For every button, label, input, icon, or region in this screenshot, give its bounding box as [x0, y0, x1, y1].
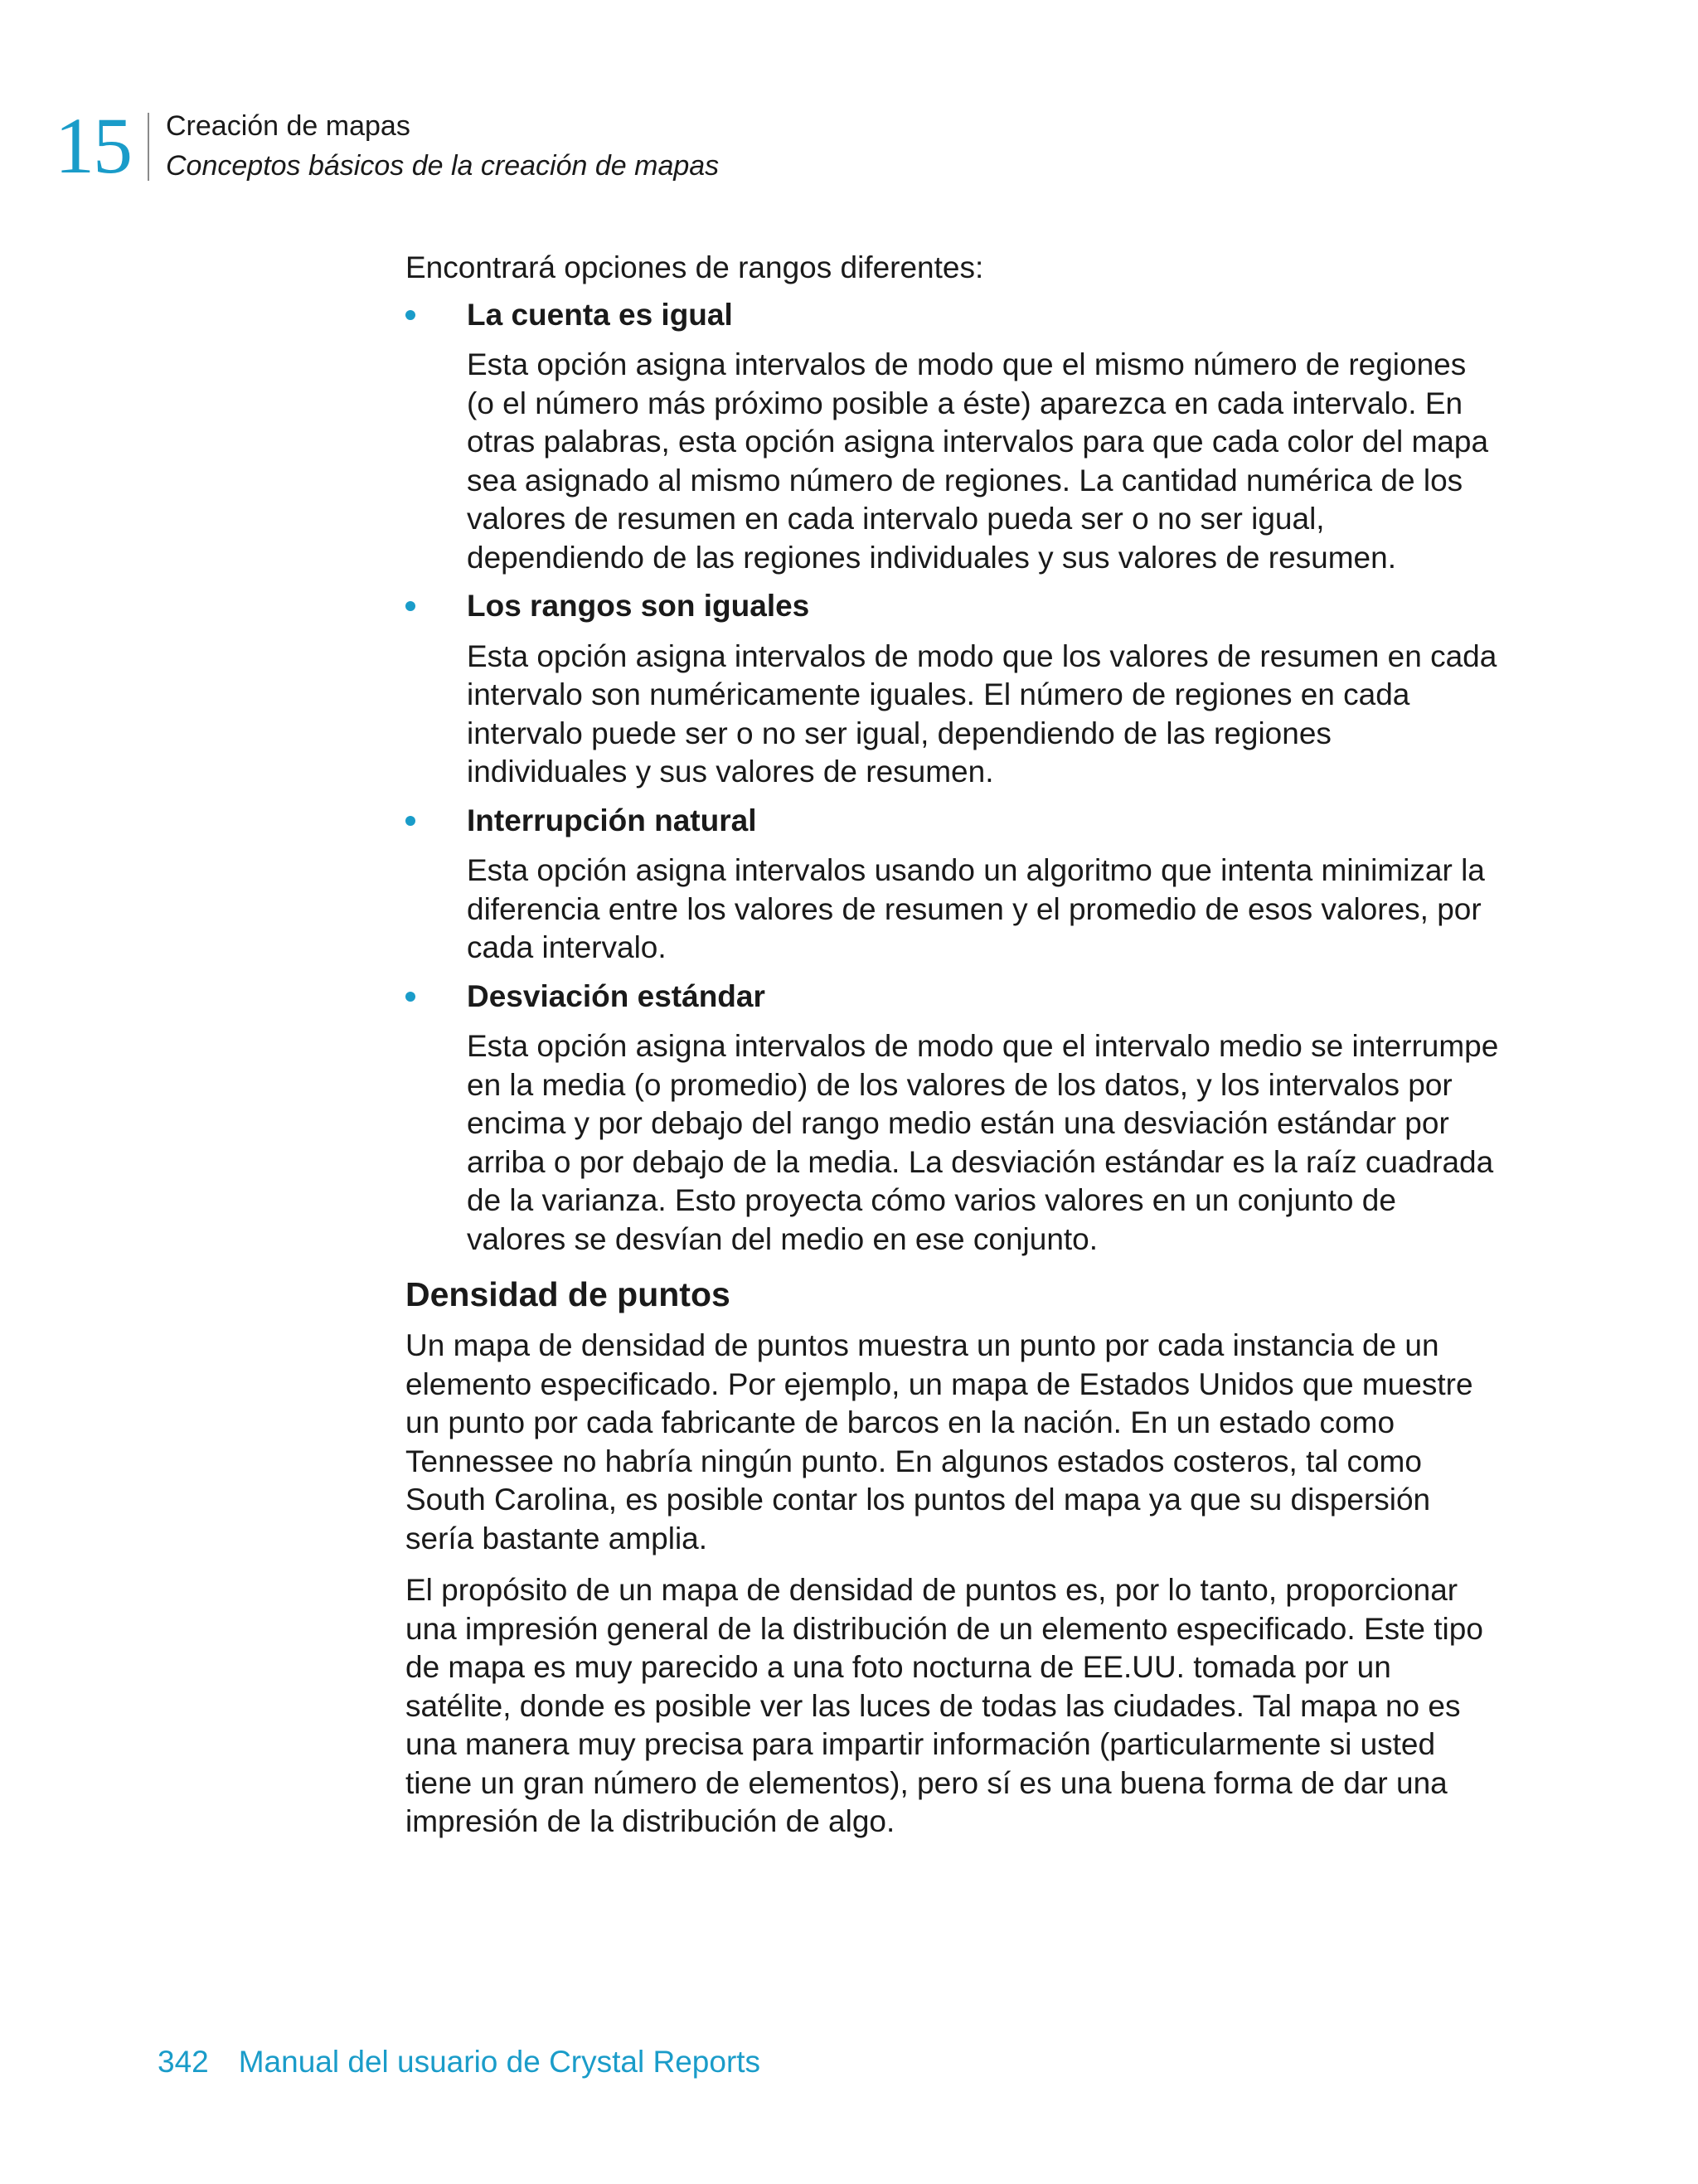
option-title: Interrupción natural — [467, 803, 757, 837]
bullet-icon — [405, 310, 415, 320]
header-divider — [148, 113, 149, 181]
body-paragraph: Un mapa de densidad de puntos muestra un punto por cada instancia de un elemento especificado. Por ejemplo, un mapa de Estados Unidos que muestre un punto por cada fabricante de barcos en la nación. En un estado como Tennessee no habría ningún punto. En algunos estados costeros, tal como South Carolina, es posible contar los puntos del mapa ya que su dispersión sería bastante amplia. — [405, 1328, 1473, 1555]
page-content — [405, 249, 1500, 1855]
body-paragraph: El propósito de un mapa de densidad de puntos es, por lo tanto, proporcionar una impresión general de la distribución de un elemento especificado. Este tipo de mapa es muy parecido a una foto nocturna de EE.UU. tomada por un satélite, donde es posible ver las luces de todas las ciudades. Tal mapa no es una manera muy precisa para impartir información (particularmente si usted tiene un gran número de elementos), pero sí es una buena forma de dar una impresión de la distribución de algo. — [405, 1573, 1483, 1838]
chapter-number: 15 — [55, 101, 131, 190]
bullet-icon — [405, 816, 415, 826]
page-footer — [158, 2043, 760, 2081]
book-title: Manual del usuario de Crystal Reports — [238, 2045, 761, 2079]
intro-text: Encontrará opciones de rangos diferentes: — [405, 250, 984, 284]
section-title: Conceptos básicos de la creación de mapas — [166, 150, 720, 182]
option-description: Esta opción asigna intervalos usando un algoritmo que intenta minimizar la diferencia entre los valores de resumen y el promedio de esos valores, por cada intervalo. — [467, 853, 1485, 964]
option-title: Desviación estándar — [467, 978, 765, 1013]
list-item — [405, 978, 1500, 1259]
option-description: Esta opción asigna intervalos de modo que los valores de resumen en cada intervalo son numéricamente iguales. El número de regiones en cada intervalo puede ser o no ser igual, dependiendo de las regiones individuales y sus valores de resumen. — [467, 638, 1497, 789]
range-options-list — [405, 296, 1500, 1259]
chapter-title: Creación de mapas — [166, 110, 410, 142]
bullet-icon — [405, 992, 415, 1002]
option-description: Esta opción asigna intervalos de modo que el mismo número de regiones (o el número más próximo posible a éste) aparezca en cada intervalo. En otras palabras, esta opción asigna intervalos para que cada color del mapa sea asignado al mismo número de regiones. La cantidad numérica de los valores de resumen en cada intervalo pueda ser o no ser igual, dependiendo de las regiones individuales y sus valores de resumen. — [467, 347, 1489, 575]
subsection-heading: Densidad de puntos — [405, 1275, 730, 1313]
list-item — [405, 802, 1500, 968]
bullet-icon — [405, 601, 415, 611]
option-title: Los rangos son iguales — [467, 589, 810, 623]
option-title: La cuenta es igual — [467, 297, 733, 332]
page-number: 342 — [158, 2045, 209, 2079]
option-description: Esta opción asigna intervalos de modo que el intervalo medio se interrumpe en la media (o promedio) de los valores de los datos, y los intervalos por encima y por debajo del rango medio están una desviación estándar por arriba o por debajo de la media. La desviación estándar es la raíz cuadrada de la varianza. Esto proyecta cómo varios valores en un conjunto de valores se desvían del medio en ese conjunto. — [467, 1029, 1499, 1256]
list-item — [405, 296, 1500, 578]
list-item — [405, 587, 1500, 792]
